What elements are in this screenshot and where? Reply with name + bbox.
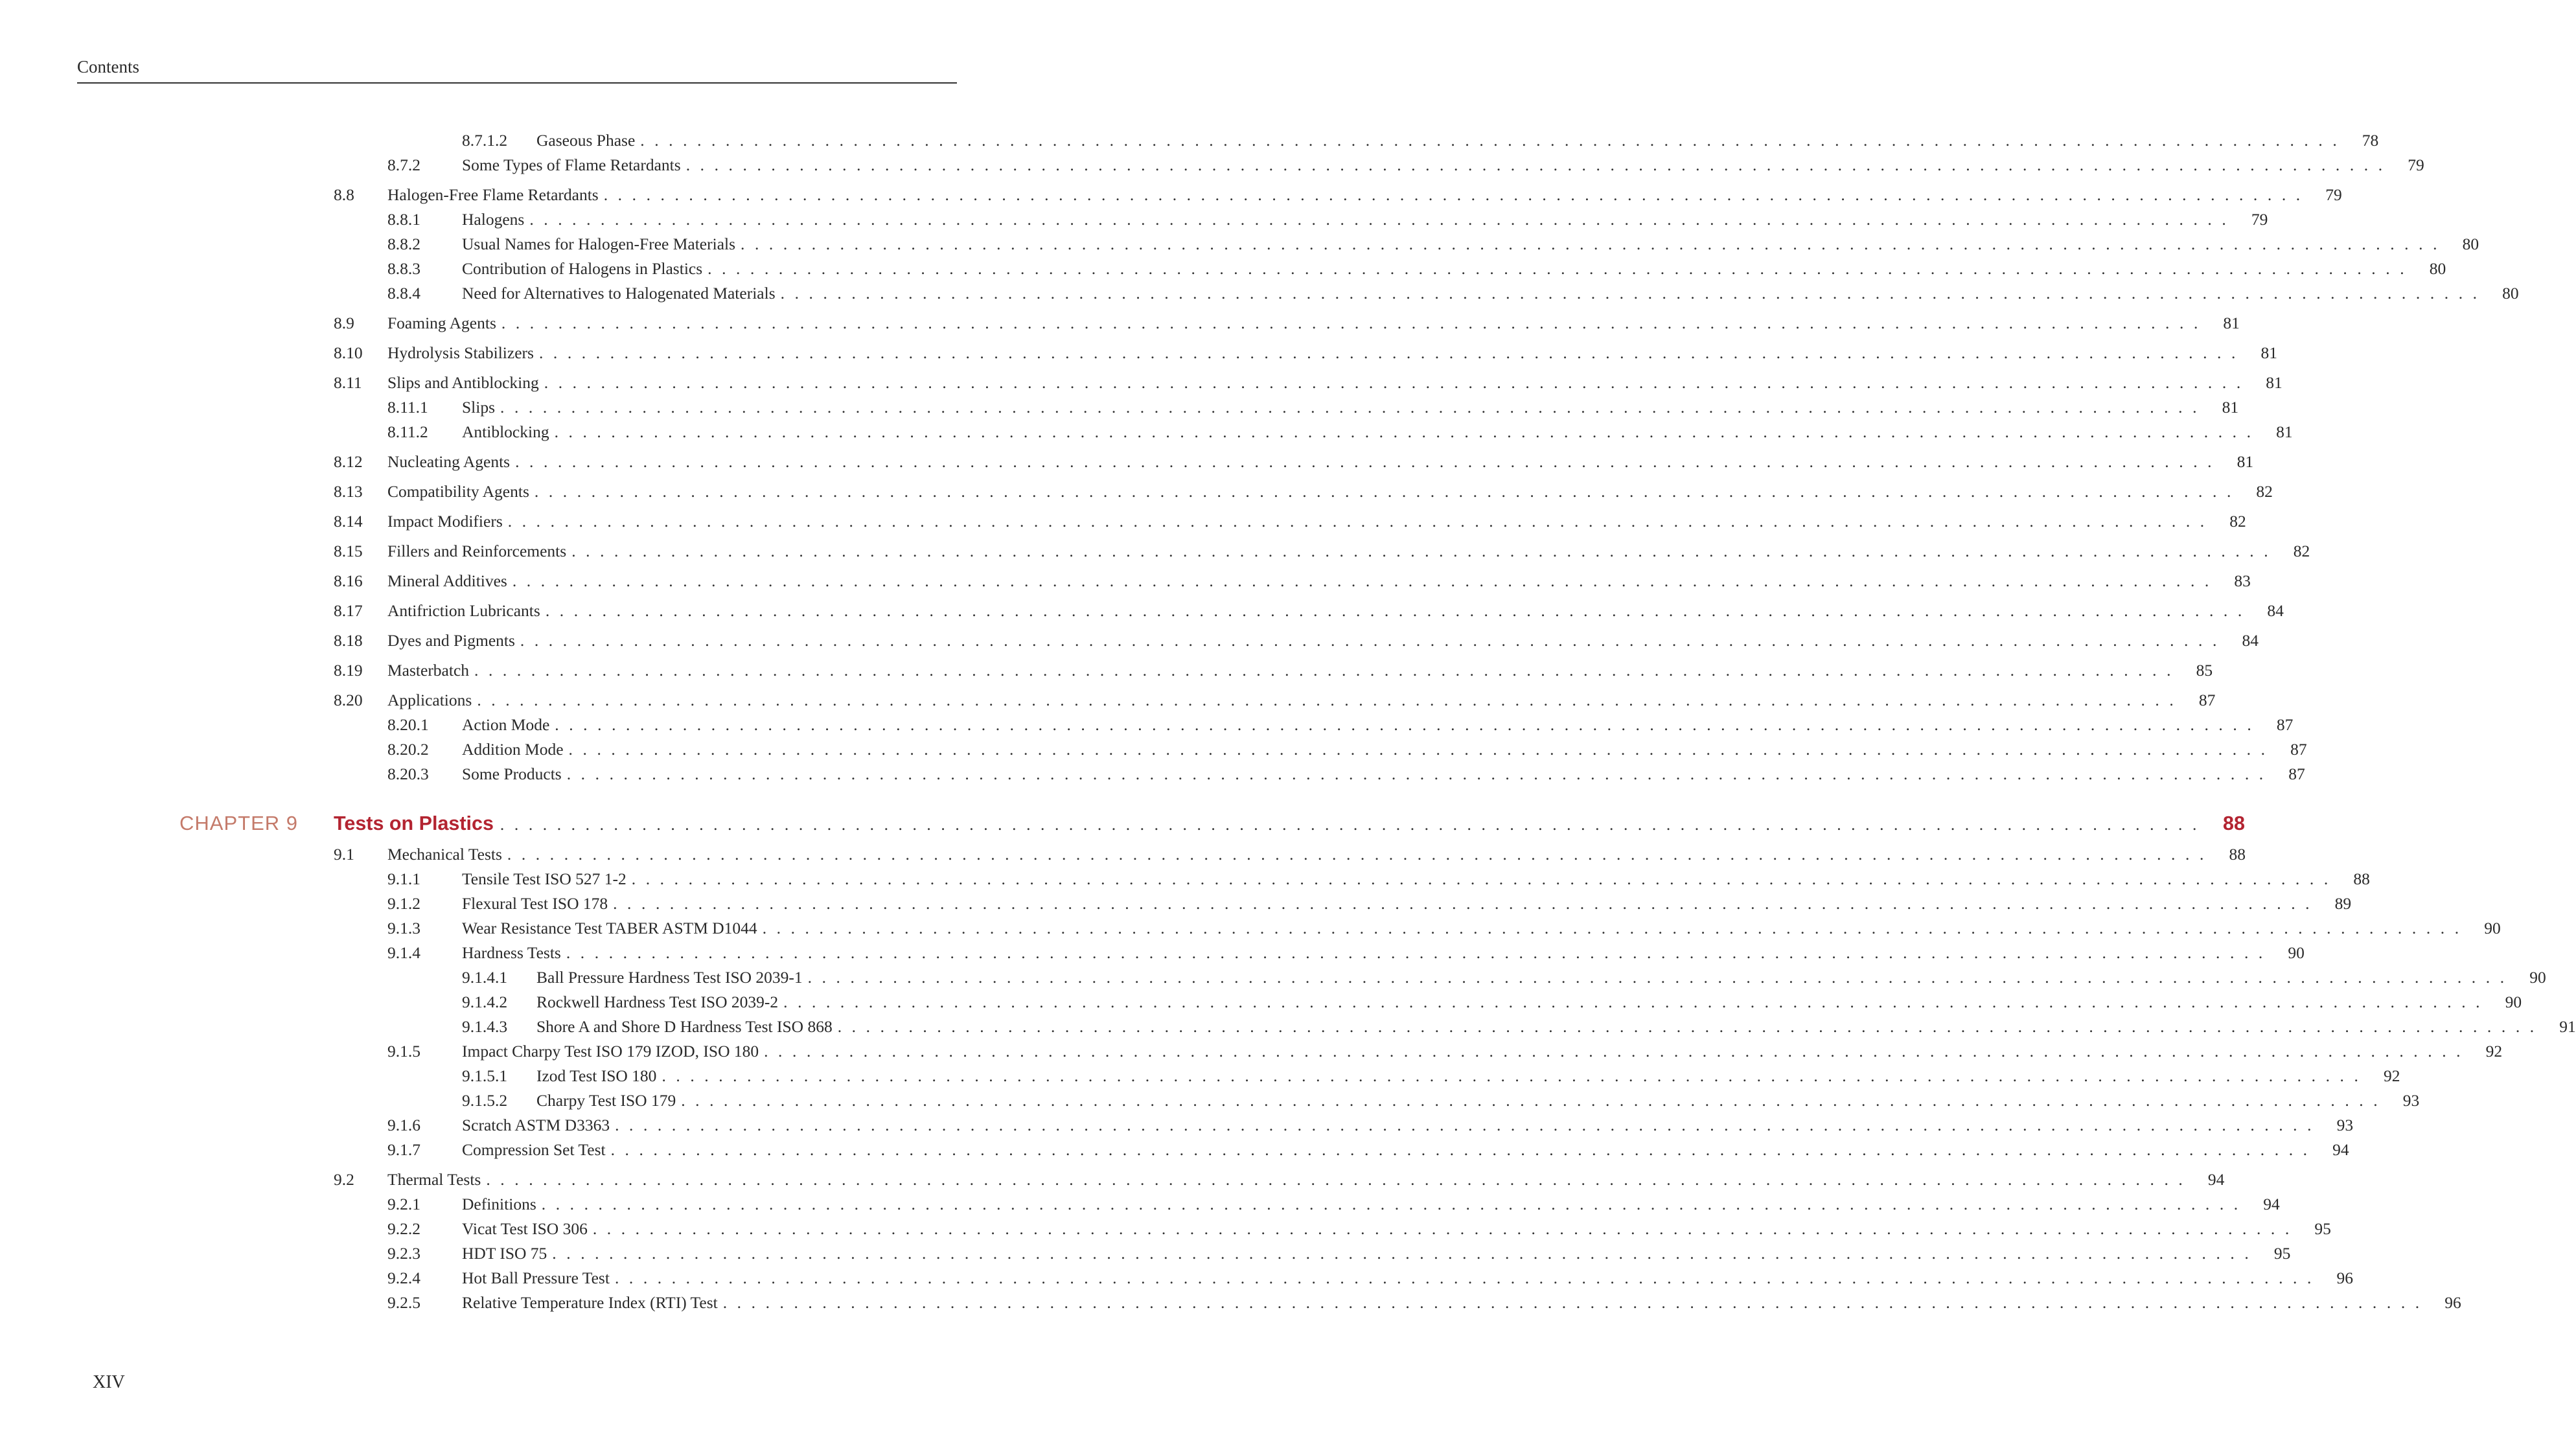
dot-leader: . . . . . . . . . . . . . . . . . . . . . . . . . . . . . . . . . . . . . . . . . . . . . . . . . . . . . . . . . . . . . . . . . . . . . . . . . . . . . . . . . . . . . . . . . . . . . . . . . . . . . . . . . . . . . . . . . . . . . . . . [541, 1195, 2241, 1213]
toc-entry-page: 94 [2207, 1170, 2225, 1189]
toc-entry-title: Applications [387, 691, 472, 709]
dot-leader: . . . . . . . . . . . . . . . . . . . . . . . . . . . . . . . . . . . . . . . . . . . . . . . . . . . . . . . . . . . . . . . . . . . . . . . . . . . . . . . . . . . . . . . . . . . . . . . . . . . . . . . . . . . . . . . . . . . . . . . . [783, 993, 2483, 1011]
toc-entry-title: Foaming Agents [387, 314, 496, 332]
toc-entry-title: Addition Mode [462, 740, 564, 759]
dot-leader: . . . . . . . . . . . . . . . . . . . . . . . . . . . . . . . . . . . . . . . . . . . . . . . . . . . . . . . . . . . . . . . . . . . . . . . . . . . . . . . . . . . . . . . . . . . . . . . . . . . . . . . . . . . . . . . . . . . . . . . . [568, 740, 2268, 759]
toc-entry-page: 79 [2325, 185, 2342, 204]
toc-entry-number: 8.10 [334, 343, 363, 362]
toc-entry-title: Ball Pressure Hardness Test ISO 2039-1 [536, 968, 803, 987]
toc-entry-page: 95 [2314, 1219, 2331, 1238]
toc-entry-number: 8.11 [334, 373, 362, 392]
toc-entry-title: Wear Resistance Test TABER ASTM D1044 [462, 919, 757, 937]
toc-entry-title: Compression Set Test [462, 1140, 606, 1159]
toc-entry-number: 9.1.6 [387, 1116, 420, 1134]
dot-leader: . . . . . . . . . . . . . . . . . . . . . . . . . . . . . . . . . . . . . . . . . . . . . . . . . . . . . . . . . . . . . . . . . . . . . . . . . . . . . . . . . . . . . . . . . . . . . . . . . . . . . . . . . . . . . . . . . . . . . . . . [764, 1042, 2464, 1061]
toc-entry-title: Halogen-Free Flame Retardants [387, 185, 599, 204]
toc-entry-number: 9.2.5 [387, 1293, 420, 1312]
dot-leader: . . . . . . . . . . . . . . . . . . . . . . . . . . . . . . . . . . . . . . . . . . . . . . . . . . . . . . . . . . . . . . . . . . . . . . . . . . . . . . . . . . . . . . . . . . . . . . . . . . . . . . . . . . . . . . . . . . . . . . . . [474, 661, 2174, 680]
chapter-entry[interactable] [334, 810, 2245, 836]
toc-entry-number: 9.1.5 [387, 1042, 420, 1061]
dot-leader: . . . . . . . . . . . . . . . . . . . . . . . . . . . . . . . . . . . . . . . . . . . . . . . . . . . . . . . . . . . . . . . . . . . . . . . . . . . . . . . . . . . . . . . . . . . . . . . . . . . . . . . . . . . . . . . . . . . . . . . . [603, 185, 2303, 204]
toc-entry-number: 9.1.3 [387, 919, 420, 937]
dot-leader: . . . . . . . . . . . . . . . . . . . . . . . . . . . . . . . . . . . . . . . . . . . . . . . . . . . . . . . . . . . . . . . . . . . . . . . . . . . . . . . . . . . . . . . . . . . . . . . . . . . . . . . . . . . . . . . . . . . . . . . . [571, 542, 2271, 560]
toc-entry[interactable] [387, 763, 2305, 785]
toc-entry-page: 91 [2559, 1017, 2576, 1036]
dot-leader: . . . . . . . . . . . . . . . . . . . . . . . . . . . . . . . . . . . . . . . . . . . . . . . . . . . . . . . . . . . . . . . . . . . . . . . . . . . . . . . . . . . . . . . . . . . . . . . . . . . . . . . . . . . . . . . . . . . . . . . . [534, 482, 2234, 501]
toc-entry-title: Relative Temperature Index (RTI) Test [462, 1293, 718, 1312]
toc-entry-page: 80 [2502, 284, 2519, 303]
toc-entry-title: Vicat Test ISO 306 [462, 1219, 588, 1238]
toc-entry-number: 8.12 [334, 452, 363, 471]
toc-entry-page: 85 [2196, 661, 2213, 680]
toc-entry-title: Usual Names for Halogen-Free Materials [462, 235, 736, 253]
toc-entry-title: Thermal Tests [387, 1170, 481, 1189]
chapter-title: Tests on Plastics [334, 812, 494, 834]
toc-entry-number: 8.20.3 [387, 764, 429, 783]
toc-entry[interactable] [387, 1114, 2354, 1136]
dot-leader: . . . . . . . . . . . . . . . . . . . . . . . . . . . . . . . . . . . . . . . . . . . . . . . . . . . . . . . . . . . . . . . . . . . . . . . . . . . . . . . . . . . . . . . . . . . . . . . . . . . . . . . . . . . . . . . . . . . . . . . . [780, 284, 2480, 303]
toc-entry-title: Dyes and Pigments [387, 631, 515, 650]
toc-entry-page: 90 [2505, 993, 2522, 1011]
toc-entry-number: 8.8.2 [387, 235, 420, 253]
toc-entry[interactable] [387, 1040, 2503, 1062]
toc-entry-number: 9.1.4.1 [462, 968, 508, 987]
toc-entry-number: 9.1.5.1 [462, 1066, 508, 1085]
toc-entry[interactable] [334, 184, 2342, 206]
dot-leader: . . . . . . . . . . . . . . . . . . . . . . . . . . . . . . . . . . . . . . . . . . . . . . . . . . . . . . . . . . . . . . . . . . . . . . . . . . . . . . . . . . . . . . . . . . . . . . . . . . . . . . . . . . . . . . . . . . . . . . . . [614, 1269, 2314, 1287]
dot-leader: . . . . . . . . . . . . . . . . . . . . . . . . . . . . . . . . . . . . . . . . . . . . . . . . . . . . . . . . . . . . . . . . . . . . . . . . . . . . . . . . . . . . . . . . . . . . . . . . . . . . . . . . . . . . . . . . . . . . . . . . [477, 691, 2177, 709]
toc-entry[interactable] [334, 689, 2216, 711]
toc-entry-page: 79 [2408, 155, 2424, 174]
toc-entry[interactable] [462, 1090, 2420, 1112]
dot-leader: . . . . . . . . . . . . . . . . . . . . . . . . . . . . . . . . . . . . . . . . . . . . . . . . . . . . . . . . . . . . . . . . . . . . . . . . . . . . . . . . . . . . . . . . . . . . . . . . . . . . . . . . . . . . . . . . . . . . . . . . [512, 571, 2212, 590]
toc-entry-page: 94 [2263, 1195, 2280, 1213]
toc-entry-number: 8.7.2 [387, 155, 420, 174]
toc-entry-page: 81 [2222, 398, 2239, 417]
toc-entry-title: Some Types of Flame Retardants [462, 155, 681, 174]
toc-entry[interactable] [462, 991, 2522, 1013]
toc-entry[interactable] [387, 1218, 2331, 1240]
toc-entry-title: Mechanical Tests [387, 845, 502, 864]
toc-entry-page: 78 [2362, 131, 2379, 150]
dot-leader: . . . . . . . . . . . . . . . . . . . . . . . . . . . . . . . . . . . . . . . . . . . . . . . . . . . . . . . . . . . . . . . . . . . . . . . . . . . . . . . . . . . . . . . . . . . . . . . . . . . . . . . . . . . . . . . . . . . . . . . . [681, 1091, 2381, 1110]
dot-leader: . . . . . . . . . . . . . . . . . . . . . . . . . . . . . . . . . . . . . . . . . . . . . . . . . . . . . . . . . . . . . . . . . . . . . . . . . . . . . . . . . . . . . . . . . . . . . . . . . . . . . . . . . . . . . . . . . . . . . . . . [566, 943, 2266, 962]
toc-entry-page: 81 [2223, 314, 2240, 332]
dot-leader: . . . . . . . . . . . . . . . . . . . . . . . . . . . . . . . . . . . . . . . . . . . . . . . . . . . . . . . . . . . . . . . . . . . . . . . . . . . . . . . . . . . . . . . . . . . . . . . . . . . . . . . . . . . . . . . . . . . . . . . . [500, 398, 2200, 417]
dot-leader: . . . . . . . . . . . . . . . . . . . . . . . . . . . . . . . . . . . . . . . . . . . . . . . . . . . . . . . . . . . . . . . . . . . . . . . . . . . . . . . . . . . . . . . . . . . . . . . . . . . . . . . . . . . . . . . . . . . . . . . . [515, 452, 2215, 471]
dot-leader: . . . . . . . . . . . . . . . . . . . . . . . . . . . . . . . . . . . . . . . . . . . . . . . . . . . . . . . . . . . . . . . . . . . . . . . . . . . . . . . . . . . . . . . . . . . . . . . . . . . . . . . . . . . . . . . . . . . . . . . . [545, 601, 2245, 620]
toc-entry-page: 94 [2332, 1140, 2349, 1159]
dot-leader: . . . . . . . . . . . . . . . . . . . . . . . . . . . . . . . . . . . . . . . . . . . . . . . . . . . . . . . . . . . . . . . . . . . . . . . . . . . . . . . . . . . . . . . . . . . . . . . . . . . . . . . . . . . . . . . . . . . . . . . . [807, 968, 2507, 987]
toc-entry-page: 84 [2267, 601, 2284, 620]
toc-entry[interactable] [334, 660, 2213, 682]
toc-entry-title: Hot Ball Pressure Test [462, 1269, 610, 1287]
dot-leader: . . . . . . . . . . . . . . . . . . . . . . . . . . . . . . . . . . . . . . . . . . . . . . . . . . . . . . . . . . . . . . . . . . . . . . . . . . . . . . . . . . . . . . . . . . . . . . . . . . . . . . . . . . . . . . . . . . . . . . . . [538, 343, 2238, 362]
toc-entry-title: Scratch ASTM D3363 [462, 1116, 610, 1134]
dot-leader: . . . . . . . . . . . . . . . . . . . . . . . . . . . . . . . . . . . . . . . . . . . . . . . . . . . . . . . . . . . . . . . . . . . . . . . . . . . . . . . . . . . . . . . . . . . . . . . . . . . . . . . . . . . . . . . . . . . . . . . . [685, 155, 2386, 174]
toc-entry-title: Some Products [462, 764, 562, 783]
toc-entry-page: 81 [2276, 422, 2293, 441]
toc-entry[interactable] [387, 893, 2352, 915]
toc-entry[interactable] [462, 1016, 2576, 1038]
dot-leader: . . . . . . . . . . . . . . . . . . . . . . . . . . . . . . . . . . . . . . . . . . . . . . . . . . . . . . . . . . . . . . . . . . . . . . . . . . . . . . . . . . . . . . . . . . . . . . . . . . . . . . . . . . . . . . . . . . . . . . . . [615, 1116, 2315, 1134]
toc-entry[interactable] [334, 540, 2310, 562]
toc-entry-number: 9.1 [334, 845, 354, 864]
toc-entry-number: 8.11.2 [387, 422, 428, 441]
toc-entry[interactable] [387, 739, 2307, 761]
toc-entry-title: Masterbatch [387, 661, 470, 680]
toc-entry-title: Gaseous Phase [536, 131, 636, 150]
toc-entry-number: 8.8.3 [387, 259, 420, 278]
toc-entry-page: 93 [2336, 1116, 2354, 1134]
toc-entry-page: 93 [2402, 1091, 2420, 1110]
toc-entry[interactable] [387, 258, 2446, 280]
toc-entry-number: 8.16 [334, 571, 363, 590]
toc-entry-title: Need for Alternatives to Halogenated Materials [462, 284, 776, 303]
toc-entry[interactable] [334, 451, 2254, 473]
toc-entry[interactable] [387, 421, 2293, 443]
toc-entry-page: 90 [2529, 968, 2546, 987]
toc-entry-page: 82 [2256, 482, 2273, 501]
toc-entry-page: 87 [2198, 691, 2216, 709]
toc-entry-number: 8.19 [334, 661, 363, 680]
toc-entry-title: Mineral Additives [387, 571, 507, 590]
dot-leader: . . . . . . . . . . . . . . . . . . . . . . . . . . . . . . . . . . . . . . . . . . . . . . . . . . . . . . . . . . . . . . . . . . . . . . . . . . . . . . . . . . . . . . . . . . . . . . . . . . . . . . . . . . . . . . . . . . . . . . . . [661, 1066, 2362, 1085]
toc-entry[interactable] [387, 917, 2501, 939]
toc-entry-title: Tensile Test ISO 527 1-2 [462, 869, 627, 888]
toc-entry[interactable] [387, 868, 2370, 890]
toc-entry-number: 8.11.1 [387, 398, 428, 417]
toc-entry-title: Antifriction Lubricants [387, 601, 540, 620]
toc-entry[interactable] [387, 209, 2268, 231]
toc-entry-page: 92 [2485, 1042, 2503, 1061]
dot-leader: . . . . . . . . . . . . . . . . . . . . . . . . . . . . . . . . . . . . . . . . . . . . . . . . . . . . . . . . . . . . . . . . . . . . . . . . . . . . . . . . . . . . . . . . . . . . . . . . . . . . . . . . . . . . . . . . . . . . . . . . [566, 764, 2266, 783]
toc-entry-page: 79 [2251, 210, 2268, 229]
toc-entry[interactable] [334, 511, 2246, 533]
toc-entry-page: 88 [2353, 869, 2370, 888]
toc-entry-page: 90 [2484, 919, 2501, 937]
dot-leader: . . . . . . . . . . . . . . . . . . . . . . . . . . . . . . . . . . . . . . . . . . . . . . . . . . . . . . . . . . . . . . . . . . . . . . . . . . . . . . . . . . . . . . . . . . . . . . . . . . . . . . . . . . . . . . . . . . . . . . . . [837, 1017, 2537, 1036]
toc-entry-page: 87 [2276, 715, 2294, 734]
toc-entry[interactable] [334, 1169, 2225, 1191]
toc-entry-page: 82 [2229, 512, 2246, 531]
dot-leader: . . . . . . . . . . . . . . . . . . . . . . . . . . . . . . . . . . . . . . . . . . . . . . . . . . . . . . . . . . . . . . . . . . . . . . . . . . . . . . . . . . . . . . . . . . . . . . . . . . . . . . . . . . . . . . . . . . . . . . . . [610, 1140, 2310, 1159]
toc-entry[interactable] [334, 312, 2240, 334]
toc-entry-title: Impact Modifiers [387, 512, 503, 531]
toc-entry-title: Compatibility Agents [387, 482, 529, 501]
dot-leader: . . . . . . . . . . . . . . . . . . . . . . . . . . . . . . . . . . . . . . . . . . . . . . . . . . . . . . . . . . . . . . . . . . . . . . . . . . . . . . . . . . . . . . . . . . . . . . . . . . . . . . . . . . . . . . . . . . . . . . . . [640, 131, 2340, 150]
dot-leader: . . . . . . . . . . . . . . . . . . . . . . . . . . . . . . . . . . . . . . . . . . . . . . . . . . . . . . . . . . . . . . . . . . . . . . . . . . . . . . . . . . . . . . . . . . . . . . . . . . . . . . . . . . . . . . . . . . . . . . . . [501, 314, 2201, 332]
toc-entry-title: Fillers and Reinforcements [387, 542, 567, 560]
toc-entry[interactable] [387, 154, 2424, 176]
chapter-page: 88 [2223, 812, 2245, 834]
toc-entry-title: Hydrolysis Stabilizers [387, 343, 534, 362]
dot-leader: . . . . . . . . . . . . . . . . . . . . . . . . . . . . . . . . . . . . . . . . . . . . . . . . . . . . . . . . . . . . . . . . . . . . . . . . . . . . . . . . . . . . . . . . . . . . . . . . . . . . . . . . . . . . . . . . . . . . . . . . [500, 815, 2200, 834]
dot-leader: . . . . . . . . . . . . . . . . . . . . . . . . . . . . . . . . . . . . . . . . . . . . . . . . . . . . . . . . . . . . . . . . . . . . . . . . . . . . . . . . . . . . . . . . . . . . . . . . . . . . . . . . . . . . . . . . . . . . . . . . [722, 1293, 2422, 1312]
toc-entry[interactable] [387, 942, 2305, 964]
toc-entry-number: 9.2.3 [387, 1244, 420, 1263]
dot-leader: . . . . . . . . . . . . . . . . . . . . . . . . . . . . . . . . . . . . . . . . . . . . . . . . . . . . . . . . . . . . . . . . . . . . . . . . . . . . . . . . . . . . . . . . . . . . . . . . . . . . . . . . . . . . . . . . . . . . . . . . [631, 869, 2331, 888]
toc-entry-title: Hardness Tests [462, 943, 561, 962]
toc-entry-title: Slips and Antiblocking [387, 373, 539, 392]
toc-entry-title: Charpy Test ISO 179 [536, 1091, 676, 1110]
toc-entry-page: 92 [2383, 1066, 2400, 1085]
toc-entry-page: 82 [2293, 542, 2310, 560]
toc-entry-number: 9.1.1 [387, 869, 420, 888]
toc-entry[interactable] [462, 130, 2379, 152]
dot-leader: . . . . . . . . . . . . . . . . . . . . . . . . . . . . . . . . . . . . . . . . . . . . . . . . . . . . . . . . . . . . . . . . . . . . . . . . . . . . . . . . . . . . . . . . . . . . . . . . . . . . . . . . . . . . . . . . . . . . . . . . [613, 894, 2313, 913]
dot-leader: . . . . . . . . . . . . . . . . . . . . . . . . . . . . . . . . . . . . . . . . . . . . . . . . . . . . . . . . . . . . . . . . . . . . . . . . . . . . . . . . . . . . . . . . . . . . . . . . . . . . . . . . . . . . . . . . . . . . . . . . [741, 235, 2441, 253]
toc-entry-page: 81 [2260, 343, 2277, 362]
toc-entry-title: Definitions [462, 1195, 536, 1213]
toc-entry-page: 87 [2288, 764, 2305, 783]
dot-leader: . . . . . . . . . . . . . . . . . . . . . . . . . . . . . . . . . . . . . . . . . . . . . . . . . . . . . . . . . . . . . . . . . . . . . . . . . . . . . . . . . . . . . . . . . . . . . . . . . . . . . . . . . . . . . . . . . . . . . . . . [707, 259, 2408, 278]
toc-entry-page: 87 [2290, 740, 2307, 759]
toc-entry-page: 81 [2266, 373, 2283, 392]
toc-entry[interactable] [387, 714, 2294, 736]
toc-entry-title: Izod Test ISO 180 [536, 1066, 657, 1085]
running-head: Contents [77, 57, 140, 76]
toc-entry-page: 83 [2234, 571, 2251, 590]
toc-entry-page: 88 [2229, 845, 2246, 864]
toc-entry-number: 8.15 [334, 542, 363, 560]
toc-entry-number: 9.1.7 [387, 1140, 420, 1159]
toc-entry[interactable] [387, 282, 2519, 304]
dot-leader: . . . . . . . . . . . . . . . . . . . . . . . . . . . . . . . . . . . . . . . . . . . . . . . . . . . . . . . . . . . . . . . . . . . . . . . . . . . . . . . . . . . . . . . . . . . . . . . . . . . . . . . . . . . . . . . . . . . . . . . . [762, 919, 2462, 937]
toc-entry-number: 8.8.4 [387, 284, 420, 303]
toc-entry-number: 8.18 [334, 631, 363, 650]
dot-leader: . . . . . . . . . . . . . . . . . . . . . . . . . . . . . . . . . . . . . . . . . . . . . . . . . . . . . . . . . . . . . . . . . . . . . . . . . . . . . . . . . . . . . . . . . . . . . . . . . . . . . . . . . . . . . . . . . . . . . . . . [552, 1244, 2252, 1263]
toc-entry-number: 8.9 [334, 314, 354, 332]
toc-entry-number: 8.17 [334, 601, 363, 620]
toc-entry[interactable] [462, 967, 2546, 989]
page-number: XIV [93, 1372, 125, 1392]
toc-entry[interactable] [462, 1065, 2400, 1087]
dot-leader: . . . . . . . . . . . . . . . . . . . . . . . . . . . . . . . . . . . . . . . . . . . . . . . . . . . . . . . . . . . . . . . . . . . . . . . . . . . . . . . . . . . . . . . . . . . . . . . . . . . . . . . . . . . . . . . . . . . . . . . . [486, 1170, 2186, 1189]
toc-entry-number: 9.1.2 [387, 894, 420, 913]
toc-entry[interactable] [387, 1243, 2291, 1265]
toc-entry-number: 8.20.1 [387, 715, 429, 734]
toc-entry-title: HDT ISO 75 [462, 1244, 547, 1263]
toc-entry-page: 84 [2242, 631, 2259, 650]
toc-entry[interactable] [387, 1193, 2280, 1215]
toc-entry[interactable] [334, 481, 2273, 503]
dot-leader: . . . . . . . . . . . . . . . . . . . . . . . . . . . . . . . . . . . . . . . . . . . . . . . . . . . . . . . . . . . . . . . . . . . . . . . . . . . . . . . . . . . . . . . . . . . . . . . . . . . . . . . . . . . . . . . . . . . . . . . . [529, 210, 2229, 229]
toc-entry[interactable] [387, 396, 2239, 419]
toc-entry[interactable] [387, 233, 2479, 255]
toc-entry-title: Shore A and Shore D Hardness Test ISO 868 [536, 1017, 833, 1036]
toc-entry-number: 9.2 [334, 1170, 354, 1189]
toc-entry-page: 89 [2334, 894, 2352, 913]
toc-entry-number: 9.2.4 [387, 1269, 420, 1287]
toc-entry[interactable] [334, 342, 2277, 364]
dot-leader: . . . . . . . . . . . . . . . . . . . . . . . . . . . . . . . . . . . . . . . . . . . . . . . . . . . . . . . . . . . . . . . . . . . . . . . . . . . . . . . . . . . . . . . . . . . . . . . . . . . . . . . . . . . . . . . . . . . . . . . . [544, 373, 2244, 392]
dot-leader: . . . . . . . . . . . . . . . . . . . . . . . . . . . . . . . . . . . . . . . . . . . . . . . . . . . . . . . . . . . . . . . . . . . . . . . . . . . . . . . . . . . . . . . . . . . . . . . . . . . . . . . . . . . . . . . . . . . . . . . . [520, 631, 2220, 650]
dot-leader: . . . . . . . . . . . . . . . . . . . . . . . . . . . . . . . . . . . . . . . . . . . . . . . . . . . . . . . . . . . . . . . . . . . . . . . . . . . . . . . . . . . . . . . . . . . . . . . . . . . . . . . . . . . . . . . . . . . . . . . . [555, 715, 2255, 734]
dot-leader: . . . . . . . . . . . . . . . . . . . . . . . . . . . . . . . . . . . . . . . . . . . . . . . . . . . . . . . . . . . . . . . . . . . . . . . . . . . . . . . . . . . . . . . . . . . . . . . . . . . . . . . . . . . . . . . . . . . . . . . . [554, 422, 2254, 441]
toc-entry[interactable] [387, 1139, 2349, 1161]
toc-entry-number: 8.20.2 [387, 740, 429, 759]
toc-entry[interactable] [334, 600, 2284, 622]
toc-entry-title: Nucleating Agents [387, 452, 511, 471]
toc-entry-number: 8.20 [334, 691, 363, 709]
toc-entry-page: 81 [2237, 452, 2254, 471]
toc-entry-title: Halogens [462, 210, 525, 229]
dot-leader: . . . . . . . . . . . . . . . . . . . . . . . . . . . . . . . . . . . . . . . . . . . . . . . . . . . . . . . . . . . . . . . . . . . . . . . . . . . . . . . . . . . . . . . . . . . . . . . . . . . . . . . . . . . . . . . . . . . . . . . . [592, 1219, 2292, 1238]
toc-entry-page: 96 [2336, 1269, 2353, 1287]
toc-entry-title: Slips [462, 398, 496, 417]
toc-entry-title: Flexural Test ISO 178 [462, 894, 608, 913]
toc-entry-page: 80 [2462, 235, 2479, 253]
toc-entry-page: 96 [2444, 1293, 2461, 1312]
toc-entry-number: 9.1.4.3 [462, 1017, 508, 1036]
dot-leader: . . . . . . . . . . . . . . . . . . . . . . . . . . . . . . . . . . . . . . . . . . . . . . . . . . . . . . . . . . . . . . . . . . . . . . . . . . . . . . . . . . . . . . . . . . . . . . . . . . . . . . . . . . . . . . . . . . . . . . . . [507, 845, 2207, 864]
toc-entry-page: 95 [2273, 1244, 2291, 1263]
toc-entry-title: Antiblocking [462, 422, 549, 441]
toc-entry-page: 80 [2429, 259, 2446, 278]
toc-entry-title: Rockwell Hardness Test ISO 2039-2 [536, 993, 779, 1011]
toc-entry-page: 90 [2288, 943, 2305, 962]
toc-entry-number: 8.14 [334, 512, 363, 531]
dot-leader: . . . . . . . . . . . . . . . . . . . . . . . . . . . . . . . . . . . . . . . . . . . . . . . . . . . . . . . . . . . . . . . . . . . . . . . . . . . . . . . . . . . . . . . . . . . . . . . . . . . . . . . . . . . . . . . . . . . . . . . . [507, 512, 2207, 531]
toc-entry-number: 8.7.1.2 [462, 131, 508, 150]
toc-entry-number: 9.2.2 [387, 1219, 420, 1238]
toc-entry-title: Action Mode [462, 715, 550, 734]
toc-entry-number: 9.1.4 [387, 943, 420, 962]
toc-entry[interactable] [387, 1292, 2461, 1314]
toc-entry[interactable] [334, 630, 2259, 652]
toc-entry-number: 8.8 [334, 185, 354, 204]
toc-entry[interactable] [334, 844, 2246, 866]
toc-entry-title: Impact Charpy Test ISO 179 IZOD, ISO 180 [462, 1042, 759, 1061]
toc-entry-number: 9.1.5.2 [462, 1091, 508, 1110]
toc-entry-number: 8.13 [334, 482, 363, 501]
chapter-label: CHAPTER 9 [179, 812, 298, 834]
toc-entry-number: 9.1.4.2 [462, 993, 508, 1011]
toc-entry-title: Contribution of Halogens in Plastics [462, 259, 703, 278]
toc-entry[interactable] [334, 372, 2283, 394]
toc-entry-number: 8.8.1 [387, 210, 420, 229]
toc-entry-number: 9.2.1 [387, 1195, 420, 1213]
toc-entry[interactable] [387, 1267, 2353, 1289]
toc-entry[interactable] [334, 570, 2251, 592]
